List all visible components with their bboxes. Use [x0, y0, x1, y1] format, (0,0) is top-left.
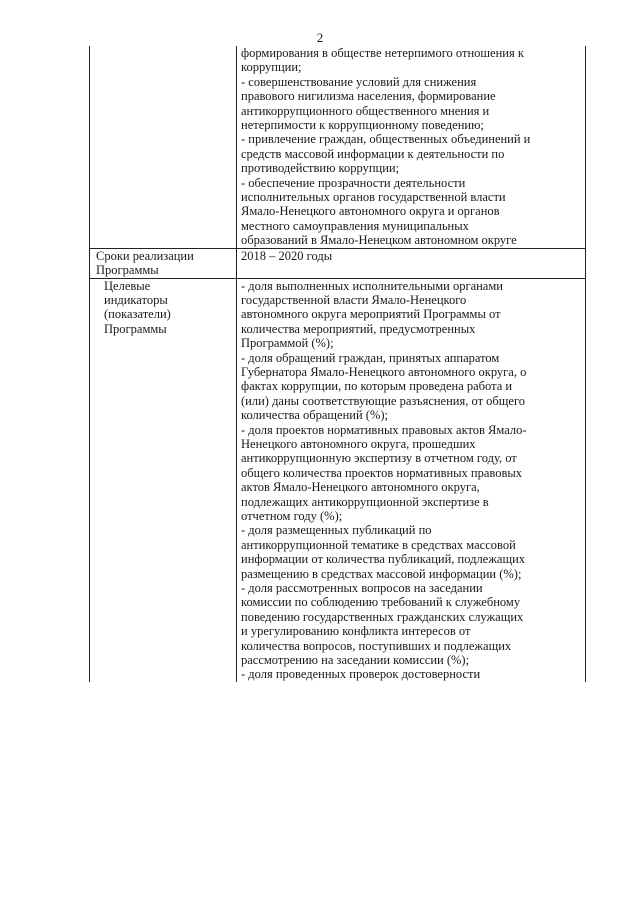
text-line: Губернатора Ямало-Ненецкого автономного округа, о — [241, 364, 527, 379]
text-line: - доля проведенных проверок достоверности — [241, 667, 481, 682]
label-line: Программы — [104, 321, 167, 336]
text-line: образований в Ямало-Ненецком автономном округе — [241, 233, 517, 248]
text-line: размещению в средствах массовой информации (%); — [241, 566, 522, 581]
label-line: Сроки реализации — [96, 248, 194, 263]
text-line: - привлечение граждан, общественных объединений и — [241, 132, 531, 147]
text-line: количества обращений (%); — [241, 408, 389, 423]
label-line: (показатели) — [104, 307, 171, 322]
text-line: количества вопросов, поступивших и подлежащих — [241, 638, 512, 653]
text-line: Ямало-Ненецкого автономного округа и органов — [241, 204, 500, 219]
table-row — [90, 46, 586, 248]
label-line: Программы — [96, 263, 159, 278]
text-line: Ненецкого автономного округа, прошедших — [241, 436, 476, 451]
text-line: (или) даны соответствующие разъяснения, от общего — [241, 393, 526, 408]
row-label-cell — [90, 248, 237, 278]
text-line: - доля рассмотренных вопросов на заседании — [241, 581, 483, 596]
label-line: Целевые — [104, 278, 151, 293]
text-line: средств массовой информации к деятельности по — [241, 146, 505, 161]
text-line: количества мероприятий, предусмотренных — [241, 321, 476, 336]
text-line: - доля обращений граждан, принятых аппаратом — [241, 350, 500, 365]
text-line: общего количества проектов нормативных правовых — [241, 465, 523, 480]
text-line: коррупции; — [241, 60, 302, 75]
text-line: Программой (%); — [241, 336, 334, 351]
program-passport-table — [89, 46, 586, 682]
text-line: формирования в обществе нетерпимого отношения к — [241, 46, 524, 60]
text-line: 2018 – 2020 годы — [241, 248, 333, 263]
text-line: противодействию коррупции; — [241, 161, 400, 176]
text-line: - доля выполненных исполнительными органами — [241, 278, 503, 293]
text-line: антикоррупционной тематике в средствах массовой — [241, 537, 516, 552]
text-line: местного самоуправления муниципальных — [241, 218, 469, 233]
row-label-cell — [90, 46, 237, 248]
text-line: исполнительных органов государственной власти — [241, 190, 506, 205]
text-line: антикоррупционного общественного мнения и — [241, 103, 490, 118]
text-line: информации от количества публикаций, подлежащих — [241, 552, 526, 567]
text-line: - совершенствование условий для снижения — [241, 74, 477, 89]
text-line: актов Ямало-Ненецкого автономного округа, — [241, 480, 480, 495]
table-row — [90, 248, 586, 278]
row-content-cell — [237, 46, 586, 248]
label-line: индикаторы — [104, 292, 168, 307]
text-line: комиссии по соблюдению требований к служебному — [241, 595, 521, 610]
text-line: государственной власти Ямало-Ненецкого — [241, 292, 467, 307]
text-line: рассмотрению на заседании комиссии (%); — [241, 653, 470, 668]
text-line: - доля размещенных публикаций по — [241, 523, 432, 538]
text-line: - обеспечение прозрачности деятельности — [241, 175, 466, 190]
row-label-cell — [90, 278, 237, 682]
text-line: - доля проектов нормативных правовых актов Ямало- — [241, 422, 527, 437]
text-line: правового нигилизма населения, формирование — [241, 89, 496, 104]
row-content-cell — [237, 248, 586, 278]
row-content-cell — [237, 278, 586, 682]
page-number: 2 — [316, 30, 324, 45]
text-line: нетерпимости к коррупционному поведению; — [241, 118, 484, 133]
text-line: автономного округа мероприятий Программы от — [241, 307, 501, 322]
text-line: антикоррупционную экспертизу в отчетном году, от — [241, 451, 517, 466]
text-line: подлежащих антикоррупционной экспертизе в — [241, 494, 489, 509]
text-line: отчетном году (%); — [241, 509, 343, 523]
text-line: и урегулированию конфликта интересов от — [241, 624, 471, 639]
table-row — [90, 278, 586, 682]
text-line: поведению государственных гражданских служащих — [241, 609, 524, 624]
text-line: фактах коррупции, по которым проведена работа и — [241, 379, 513, 394]
